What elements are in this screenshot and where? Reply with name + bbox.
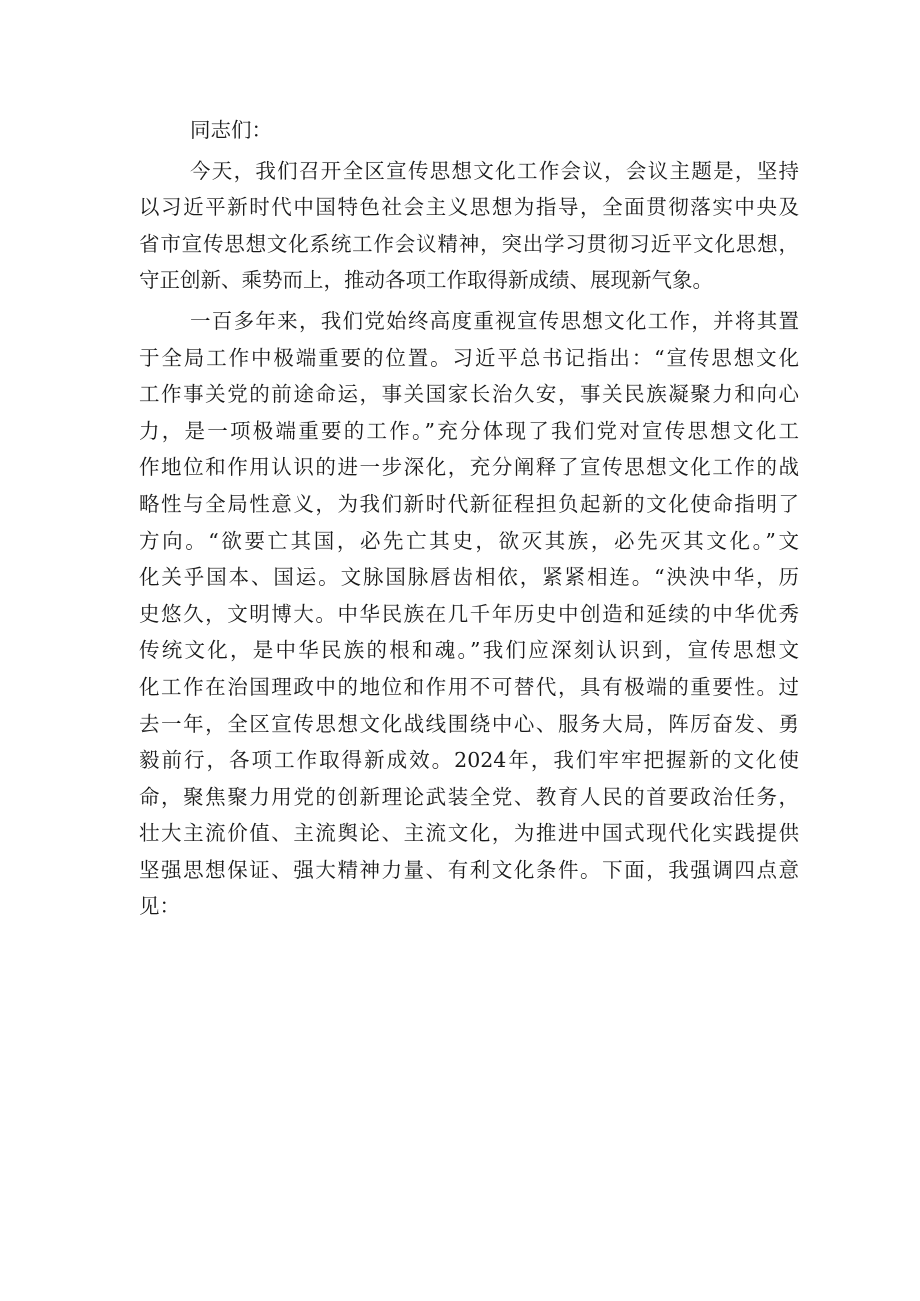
paragraph-line: 壮大主流价值、主流舆论、主流文化，为推进中国式现代化实践提供 (139, 821, 799, 846)
paragraph-line: 今天，我们召开全区宣传思想文化工作会议，会议主题是，坚持 (190, 158, 799, 183)
paragraph-line: 化工作在治国理政中的地位和作用不可替代，具有极端的重要性。过 (139, 674, 799, 699)
paragraph-line: 去一年，全区宣传思想文化战线围绕中心、服务大局，阵厉奋发、勇 (139, 711, 799, 736)
paragraph-line: 方向。“欲要亡其国，必先亡其史，欲灭其族，必先灭其文化。”文 (139, 528, 799, 553)
paragraph-line: 于全局工作中极端重要的位置。习近平总书记指出：“宣传思想文化 (139, 345, 799, 370)
paragraph-line: 见： (139, 894, 180, 919)
paragraph-meeting-theme (139, 153, 799, 299)
paragraph-line: 作地位和作用认识的进一步深化，充分阐释了宣传思想文化工作的战 (139, 455, 799, 480)
document-body (139, 112, 799, 925)
paragraph-line: 史悠久，文明博大。中华民族在几千年历史中创造和延续的中华优秀 (139, 601, 799, 626)
paragraph-line: 守正创新、乘势而上，推动各项工作取得新成绩、展现新气象。 (139, 268, 713, 293)
paragraph-line: 省市宣传思想文化系统工作会议精神，突出学习贯彻习近平文化思想， (139, 231, 799, 256)
paragraph-line: 略性与全局性意义，为我们新时代新征程担负起新的文化使命指明了 (139, 491, 799, 516)
paragraph-line: 命，聚焦聚力用党的创新理论武装全党、教育人民的首要政治任务， (139, 784, 799, 809)
paragraph-line: 力，是一项极端重要的工作。”充分体现了我们党对宣传思想文化工 (139, 418, 799, 443)
paragraph-line: 一百多年来，我们党始终高度重视宣传思想文化工作，并将其置 (190, 308, 799, 333)
paragraph-line: 坚强思想保证、强大精神力量、有利文化条件。下面，我强调四点意 (139, 857, 799, 882)
paragraph-importance (139, 303, 799, 925)
paragraph-line: 工作事关党的前途命运，事关国家长治久安，事关民族凝聚力和向心 (139, 382, 799, 407)
paragraph-line: 毅前行，各项工作取得新成效。2024年，我们牢牢把握新的文化使 (139, 748, 799, 773)
salutation: 同志们： (190, 118, 272, 142)
paragraph-line: 以习近平新时代中国特色社会主义思想为指导，全面贯彻落实中央及 (139, 195, 799, 220)
paragraph-line: 化关乎国本、国运。文脉国脉唇齿相依，紧紧相连。“泱泱中华，历 (139, 565, 799, 590)
paragraph-line: 传统文化，是中华民族的根和魂。”我们应深刻认识到，宣传思想文 (139, 638, 799, 663)
